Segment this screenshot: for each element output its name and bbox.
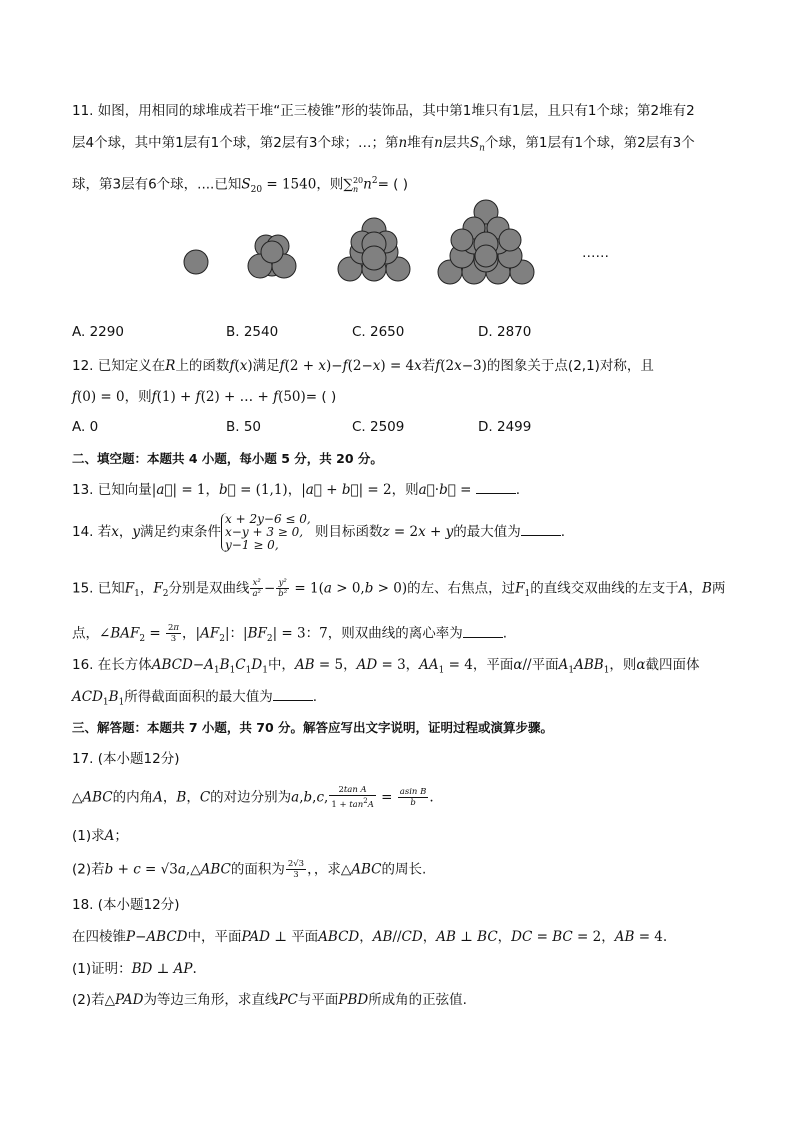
q11-options bbox=[72, 324, 712, 342]
q11-option-b[interactable]: B. 2540 bbox=[226, 324, 279, 340]
q15-line1: 15. 已知$F_1$，$F_2$分别是双曲线 $\frac{\text{x²}}{\text{a²}}$ − $\frac{\text{y²}}{\text{b²}}$ = 1(a > 0,b > 0)的左、右焦点，过$F_1$的直线交双曲线的左支于A，B两 bbox=[72, 578, 726, 600]
q12-options bbox=[72, 419, 712, 437]
q11-line1: 11. 如图，用相同的球堆成若干堆“正三棱锥”形的装饰品，其中第1堆只有1层，且只有1个球；第2堆有2 bbox=[72, 103, 695, 119]
q18-stem: 在四棱锥P−ABCD中，平面PAD ⊥ 平面ABCD，AB//CD，AB ⊥ BC，DC = BC = 2，AB = 4. bbox=[72, 929, 668, 945]
pile-4 bbox=[438, 200, 534, 284]
q12-option-b[interactable]: B. 50 bbox=[226, 419, 262, 435]
section-2-heading: 二、填空题：本题共 4 小题，每小题 5 分，共 20 分。 bbox=[72, 451, 383, 466]
q17-header: 17. (本小题12分) bbox=[72, 751, 180, 767]
section-3-heading: 三、解答题：本题共 7 小题，共 70 分。解答应写出文字说明，证明过程或演算步骤。 bbox=[72, 720, 554, 735]
q12-option-d[interactable]: D. 2499 bbox=[478, 419, 532, 435]
q14: 14. 若x，y满足约束条件 x + 2y−6 ≤ 0, x−y + 3 ≥ 0, y−1 ≥ 0, 则目标函数z = 2x + y的最大值为 . bbox=[72, 511, 566, 552]
q12-option-a[interactable]: A. 0 bbox=[72, 419, 99, 435]
q11-option-d[interactable]: D. 2870 bbox=[478, 324, 532, 340]
q11-line3: 球，第3层有6个球，....已知$S_{20} = 1540$，则∑ 20 n $n^2=$ ( ) bbox=[72, 175, 409, 196]
q16-line2: $ACD_1B_1$所得截面面积的最大值为 . bbox=[72, 689, 318, 708]
q11-option-a[interactable]: A. 2290 bbox=[72, 324, 124, 340]
q11-line2: 层4个球，其中第1层有1个球，第2层有3个球；…；第n堆有n层共$S_n$个球，第1层有1个球，第2层有3个 bbox=[72, 135, 695, 154]
q13: 13. 已知向量|a⃗| = 1，b⃗ = (1,1)，|a⃗ + b⃗| = 2，则a⃗·b⃗ = . bbox=[72, 482, 521, 498]
q14-answer-blank[interactable] bbox=[521, 523, 561, 536]
pile-2 bbox=[248, 235, 296, 278]
pile-1 bbox=[184, 250, 208, 274]
q17-stem: △ABC的内角A，B，C的对边分别为a,b,c, $\frac{\text{2tan A}}{1 + \tan^2A}$ = $\frac{\text{asin B}}{b}$ . bbox=[72, 785, 434, 810]
q15-line2: 点，$\angle BAF_2$ = $\frac{2\pi}{3}$ ，$|AF_2|$：$|BF_2| = 3$：7，则双曲线的离心率为 . bbox=[72, 623, 508, 645]
q12-line2: f(0) = 0，则f(1) + f(2) + … + f(50)= ( ) bbox=[72, 389, 337, 405]
q11-ellipsis: …… bbox=[582, 245, 609, 261]
q12-line1: 12. 已知定义在R上的函数f(x)满足f(2 + x)−f(2−x) = 4x若f(2x−3)的图象关于点(2,1)对称，且 bbox=[72, 358, 654, 374]
ball-pyramid-figure bbox=[160, 194, 630, 294]
pile-3 bbox=[338, 218, 410, 281]
q17-part2: (2)若b + c = √3a,△ABC的面积为 $\frac{2√3}{3}$ ，，求△ABC的周长. bbox=[72, 859, 427, 880]
q12-option-c[interactable]: C. 2509 bbox=[352, 419, 405, 435]
q18-part1: (1)证明：BD ⊥ AP. bbox=[72, 961, 197, 977]
q11-option-c[interactable]: C. 2650 bbox=[352, 324, 405, 340]
q16-line1: 16. 在长方体$ABCD-A_1B_1C_1D_1$中，AB = 5，AD = 3，$AA_1 = 4$，平面α//平面$A_1ABB_1$，则α截四面体 bbox=[72, 657, 700, 676]
q18-part2: (2)若△PAD为等边三角形，求直线PC与平面PBD所成角的正弦值. bbox=[72, 992, 467, 1008]
q17-part1: (1)求A； bbox=[72, 828, 128, 844]
q13-answer-blank[interactable] bbox=[476, 481, 516, 494]
q18-header: 18. (本小题12分) bbox=[72, 897, 180, 913]
q16-answer-blank[interactable] bbox=[273, 688, 313, 701]
q15-answer-blank[interactable] bbox=[463, 625, 503, 638]
